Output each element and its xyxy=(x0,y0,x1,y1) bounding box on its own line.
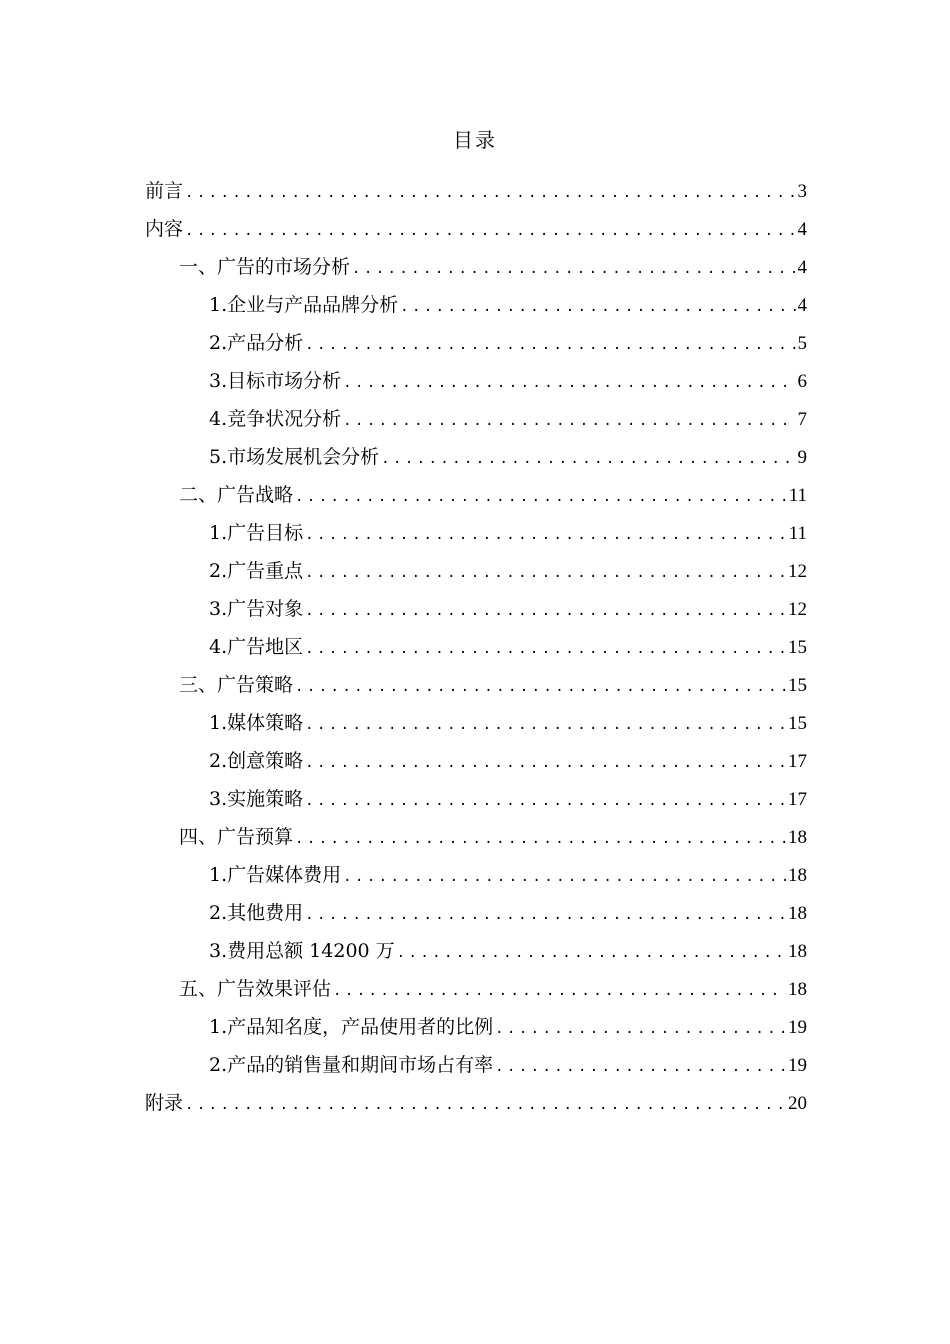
toc-entry-number: 3. xyxy=(209,940,228,962)
toc-entry-label: 创意策略 xyxy=(227,750,304,772)
toc-entry-label: 广告效果评估 xyxy=(217,978,332,1000)
toc-page-number: 17 xyxy=(788,789,807,810)
toc-leader-dots xyxy=(343,364,795,402)
toc-leader-dots xyxy=(400,288,795,326)
toc-entry-subsection[interactable] xyxy=(145,780,807,818)
toc-page-number: 5 xyxy=(797,333,807,354)
toc-entry-number: 5. xyxy=(209,446,228,468)
toc-page-number: 20 xyxy=(788,1093,807,1114)
toc-page-number: 12 xyxy=(788,561,807,582)
toc-leader-dots xyxy=(305,630,786,668)
toc-entry-subsection[interactable] xyxy=(145,894,807,932)
toc-page-number: 15 xyxy=(788,637,807,658)
toc-entry-subsection[interactable] xyxy=(145,400,807,438)
toc-page-number: 18 xyxy=(788,827,807,848)
toc-entry-label: 产品知名度，产品使用者的比例 xyxy=(227,1016,494,1038)
toc-leader-dots xyxy=(305,744,786,782)
toc-page-number: 18 xyxy=(788,979,807,1000)
toc-entry-section-2[interactable] xyxy=(145,476,807,514)
toc-entry-label: 实施策略 xyxy=(227,788,304,810)
toc-entry-subsection[interactable] xyxy=(145,1046,807,1084)
toc-page-number: 11 xyxy=(788,523,807,544)
toc-entry-subsection[interactable] xyxy=(145,742,807,780)
toc-entry-label: 附录 xyxy=(145,1092,184,1114)
toc-leader-dots xyxy=(305,782,786,820)
toc-entry-number: 2. xyxy=(209,560,228,582)
toc-entry-number: 1. xyxy=(209,294,228,316)
toc-entry-label: 广告对象 xyxy=(227,598,304,620)
toc-entry-section-4[interactable] xyxy=(145,818,807,856)
toc-leader-dots xyxy=(305,554,786,592)
toc-entry-subsection[interactable] xyxy=(145,932,807,970)
toc-entry-number: 四、 xyxy=(179,826,218,848)
toc-entry-label: 广告地区 xyxy=(227,636,304,658)
toc-entry-number: 1. xyxy=(209,864,228,886)
toc-entry-number: 三、 xyxy=(179,674,218,696)
toc-page-number: 11 xyxy=(788,485,807,506)
toc-page-number: 3 xyxy=(797,181,807,202)
toc-entry-label: 广告目标 xyxy=(227,522,304,544)
toc-leader-dots xyxy=(295,478,787,516)
toc-leader-dots xyxy=(295,668,786,706)
toc-leader-dots xyxy=(185,1086,786,1124)
toc-leader-dots xyxy=(352,250,795,288)
toc-leader-dots xyxy=(495,1048,786,1086)
toc-leader-dots xyxy=(305,706,786,744)
toc-page-number: 4 xyxy=(797,257,807,278)
toc-page-number: 4 xyxy=(797,295,807,316)
toc-entry-subsection[interactable] xyxy=(145,552,807,590)
toc-entry-number: 3. xyxy=(209,598,228,620)
toc-entry-label: 广告策略 xyxy=(217,674,294,696)
toc-entry-number: 4. xyxy=(209,408,228,430)
toc-entry-content[interactable] xyxy=(145,210,807,248)
toc-entry-label: 企业与产品品牌分析 xyxy=(227,294,399,316)
toc-entry-label: 其他费用 xyxy=(227,902,304,924)
toc-entry-label: 竞争状况分析 xyxy=(227,408,342,430)
toc-leader-dots xyxy=(185,212,795,250)
toc-entry-label: 市场发展机会分析 xyxy=(227,446,380,468)
toc-page-number: 17 xyxy=(788,751,807,772)
toc-entry-subsection[interactable] xyxy=(145,1008,807,1046)
toc-leader-dots xyxy=(397,934,786,972)
toc-entry-preface[interactable] xyxy=(145,172,807,210)
toc-entry-label: 广告媒体费用 xyxy=(227,864,342,886)
toc-entry-number: 3. xyxy=(209,788,228,810)
toc-leader-dots xyxy=(295,820,786,858)
toc-entry-number: 1. xyxy=(209,522,228,544)
toc-entry-section-3[interactable] xyxy=(145,666,807,704)
toc-page-number: 19 xyxy=(788,1055,807,1076)
toc-entry-label: 目标市场分析 xyxy=(227,370,342,392)
toc-entry-subsection[interactable] xyxy=(145,628,807,666)
toc-page-number: 6 xyxy=(797,371,807,392)
toc-entry-number: 2. xyxy=(209,1054,228,1076)
toc-leader-dots xyxy=(343,402,795,440)
toc-entry-label: 媒体策略 xyxy=(227,712,304,734)
toc-entry-subsection[interactable] xyxy=(145,856,807,894)
toc-entry-number: 1. xyxy=(209,1016,228,1038)
toc-leader-dots xyxy=(305,326,795,364)
toc-list xyxy=(145,172,807,1122)
toc-entry-label: 前言 xyxy=(145,180,184,202)
toc-entry-number: 2. xyxy=(209,750,228,772)
toc-page-number: 15 xyxy=(788,675,807,696)
toc-page-number: 7 xyxy=(797,409,807,430)
toc-entry-section-1[interactable] xyxy=(145,248,807,286)
toc-entry-label: 广告重点 xyxy=(227,560,304,582)
toc-page-number: 18 xyxy=(788,865,807,886)
toc-entry-section-5[interactable] xyxy=(145,970,807,1008)
toc-title: 目录 xyxy=(453,128,497,152)
toc-leader-dots xyxy=(305,516,787,554)
toc-page-number: 19 xyxy=(788,1017,807,1038)
toc-leader-dots xyxy=(495,1010,786,1048)
toc-entry-number: 4. xyxy=(209,636,228,658)
toc-entry-label: 内容 xyxy=(145,218,184,240)
toc-page-number: 12 xyxy=(788,599,807,620)
toc-entry-subsection[interactable] xyxy=(145,324,807,362)
toc-entry-label: 广告的市场分析 xyxy=(217,256,351,278)
toc-entry-number: 二、 xyxy=(179,484,218,506)
toc-entry-label: 广告预算 xyxy=(217,826,294,848)
toc-entry-label: 广告战略 xyxy=(217,484,294,506)
toc-page-number: 18 xyxy=(788,903,807,924)
toc-page-number: 4 xyxy=(797,219,807,240)
toc-leader-dots xyxy=(343,858,786,896)
toc-leader-dots xyxy=(333,972,786,1010)
toc-entry-number: 五、 xyxy=(179,978,218,1000)
toc-entry-subsection[interactable] xyxy=(145,438,807,476)
toc-leader-dots xyxy=(305,896,786,934)
toc-page-number: 15 xyxy=(788,713,807,734)
toc-entry-subsection[interactable] xyxy=(145,286,807,324)
toc-entry-number: 2. xyxy=(209,902,228,924)
toc-entry-subsection[interactable] xyxy=(145,704,807,742)
toc-entry-label: 产品的销售量和期间市场占有率 xyxy=(227,1054,494,1076)
toc-entry-subsection[interactable] xyxy=(145,590,807,628)
toc-entry-number: 一、 xyxy=(179,256,218,278)
toc-entry-number: 1. xyxy=(209,712,228,734)
toc-leader-dots xyxy=(381,440,795,478)
toc-page-number: 18 xyxy=(788,941,807,962)
toc-entry-subsection[interactable] xyxy=(145,362,807,400)
toc-entry-subsection[interactable] xyxy=(145,514,807,552)
toc-entry-appendix[interactable] xyxy=(145,1084,807,1122)
toc-leader-dots xyxy=(305,592,786,630)
toc-page-number: 9 xyxy=(797,447,807,468)
toc-entry-number: 3. xyxy=(209,370,228,392)
toc-leader-dots xyxy=(185,174,795,212)
toc-entry-label: 产品分析 xyxy=(227,332,304,354)
toc-entry-label: 费用总额 14200 万 xyxy=(227,940,395,962)
toc-entry-number: 2. xyxy=(209,332,228,354)
